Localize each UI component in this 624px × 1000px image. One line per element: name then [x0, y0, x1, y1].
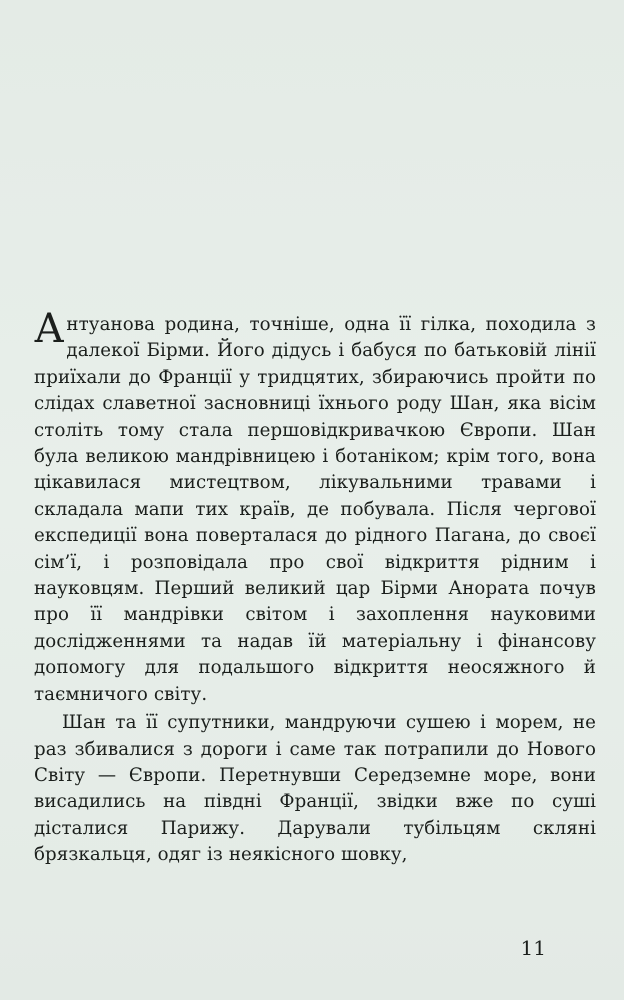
page-number: 11: [520, 936, 546, 960]
paragraph-2: Шан та її супутники, мандруючи сушею і морем, не раз збивалися з дороги і саме так потрапили до Нового Світу — Європи. Перетнувши Середземне море, вони висадились на півдні Франції, звідки вже по суші дісталися Парижу. Дарували тубільцям скляні брязкальця, одяг із неякісного шовку,: [34, 712, 596, 866]
body-text: [34, 306, 596, 869]
paragraph-1: Антуанова родина, точніше, одна її гілка, походила з далекої Бірми. Його дідусь і бабуся по батьковій лінії приїхали до Франції у тридцятих, збираючись пройти по слідах славетної засновниці їхнього роду Шан, яка вісім століть тому стала першовідкривачкою Європи. Шан була великою мандрівницею і ботаніком; крім того, вона цікавилася мистецтвом, лікувальними травами і складала мапи тих країв, де побувала. Після чергової експедиції вона поверталася до рідного Пагана, до своєї сім’ї, і розповідала про свої відкриття рідним і науковцям. Перший великий цар Бірми Анората почув про її мандрівки світом і захоплення науковими дослідженнями та надав їй матеріальну і фінансову допомогу для подальшого відкриття неосяжного й таємничого світу.: [34, 306, 596, 705]
